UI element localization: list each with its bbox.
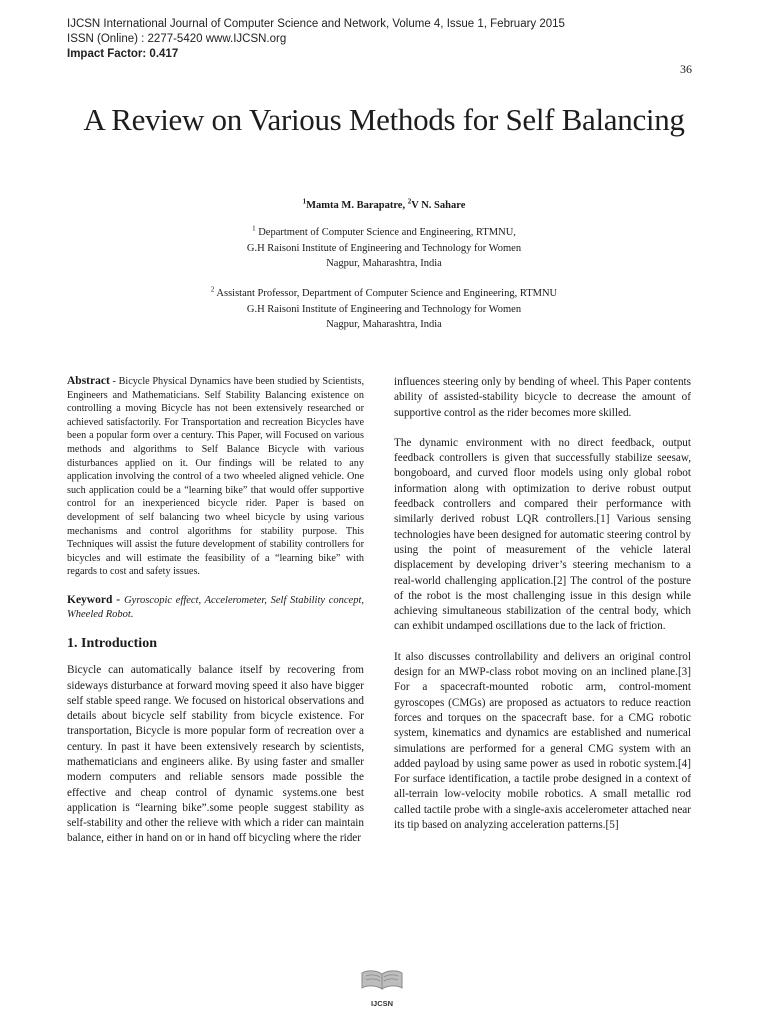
issn-line: ISSN (Online) : 2277-5420 www.IJCSN.org [67, 33, 287, 45]
impact-factor-line: Impact Factor: 0.417 [67, 48, 179, 60]
right-paragraph-3: It also discusses controllability and delivers an original control design for an MWP-class robot moving on an inclined plane.[3] For a spacecraft-mounted robotic arm, control-moment gyroscopes (CMGs) are proposed as actuators to reduce reaction forces and torques on the spacecraft base. for a CMG robotic system, kinematics and dynamics are established and numerical simulations are performed for a general CMG system with an added payload by using same power as used in robotic system.[4] For surface identification, a tactile probe designed in a context of all-terrain low-velocity mobile robotics. A small metallic rod called tactile probe with a single-axis accelerometer attached near its tip based on analyzing acceleration patterns.[5] [394, 650, 691, 832]
abstract [67, 375, 364, 579]
affiliation-1 [80, 225, 688, 272]
right-paragraph-2: The dynamic environment with no direct feedback, output feedback controllers is given that successfully stabilize seesaw, bongoboard, and curved floor models using only global robot information along with optimization to derive robust output feedback controllers and compared their performance with similarly derived robust LQR controllers.[1] Various sensing technologies have been designed for automatic steering control by using the point of measurement of the vehicle lateral displacement by developing driver’s steering mechanism to a real-world challenging application.[2] The control of the posture of the robot is the most challenging issue in this design while achieving simultaneous stabilization of the central body, which can exhibit undamped oscillations due to the lack of friction. [394, 436, 691, 633]
paper-title: A Review on Various Methods for Self Balancing [83, 102, 685, 137]
page-number: 36 [680, 62, 692, 76]
affiliation-2-superscript: 2 [210, 285, 215, 294]
author-line [80, 197, 688, 211]
affiliation-1-line-1: Department of Computer Science and Engineering, RTMNU, [258, 227, 516, 238]
open-book-icon [359, 968, 405, 992]
affiliation-2-line-3: Nagpur, Maharashtra, India [326, 319, 442, 330]
affiliation-1-line-3: Nagpur, Maharashtra, India [326, 258, 442, 269]
affiliation-2-line-2: G.H Raisoni Institute of Engineering and Technology for Women [246, 303, 522, 315]
author-1-name: Mamta M. Barapatre, [306, 200, 408, 211]
affiliation-2-line-1: Assistant Professor, Department of Computer Science and Engineering, RTMNU [216, 288, 558, 299]
section-1-paragraph: Bicycle can automatically balance itself by recovering from sideways disturbance at forward moving speed it also have bigger self stable speed range. We focused on historical observations and details about bicycle self stability from bicycle existence. For transportation, Bicycle is more popular form of recreation over a century. In past it have been extensively research by scientists, mathematicians and engineers alike. By using faster and smaller modern computers and reliable sensors made possible the effective and cheap control of dynamic systems.one best application is “learning bike”.some people suggest stability as self-stability and other the relieve with which a rider can maintain balance, either in hand on or in hand off bicycling where the rider [67, 664, 364, 845]
keywords-label: Keyword - [67, 593, 125, 606]
section-1-heading: 1. Introduction [67, 635, 157, 651]
author-2-name: V N. Sahare [411, 200, 466, 211]
left-column [67, 375, 364, 862]
abstract-label: Abstract [67, 375, 110, 387]
abstract-text: - Bicycle Physical Dynamics have been studied by Scientists, Engineers and Mathematicians. Self Stability Balancing existence on controlling a moving Bicycle has not been extensively researched or achieved satisfactorily. For Transportation and recreation Bicycles have been a popular form over a century. This Paper, will Focused on various methods and algorithms to Self Balance Bicycle with various disturbances applied on it. Our findings will be related to any application involving the control of a two wheeled aligned vehicle. One such application could be a “learning bike” that would offer supportive control for an inexperienced bicycle rider. Paper is based on development of self balancing two wheel bicycle by using various mechanisms and control algorithms for stability purpose. This Techniques will assist the future development of stability controllers for bicycles and will estimate the feasibility of a “learning bike” with regards to cost and safety issues. [67, 376, 364, 578]
keywords-text: Gyroscopic effect, Accelerometer, Self Stability concept, Wheeled Robot. [67, 594, 365, 620]
journal-footer-logo [354, 968, 410, 1008]
affiliation-1-superscript: 1 [252, 224, 256, 233]
author-2-superscript: 2 [407, 197, 412, 206]
journal-name-line: IJCSN International Journal of Computer Science and Network, Volume 4, Issue 1, February 2015 [67, 18, 565, 30]
affiliation-1-line-2: G.H Raisoni Institute of Engineering and Technology for Women [246, 242, 522, 254]
author-1-superscript: 1 [302, 197, 307, 206]
footer-logo-label: IJCSN [370, 999, 394, 1008]
keywords [67, 593, 364, 622]
affiliation-2 [80, 286, 688, 333]
journal-header [67, 17, 565, 62]
right-paragraph-1: influences steering only by bending of wheel. This Paper contents ability of assisted-stability bicycle to decrease the amount of supportive control as the rider becomes more skilled. [394, 376, 691, 419]
right-column [394, 375, 691, 848]
